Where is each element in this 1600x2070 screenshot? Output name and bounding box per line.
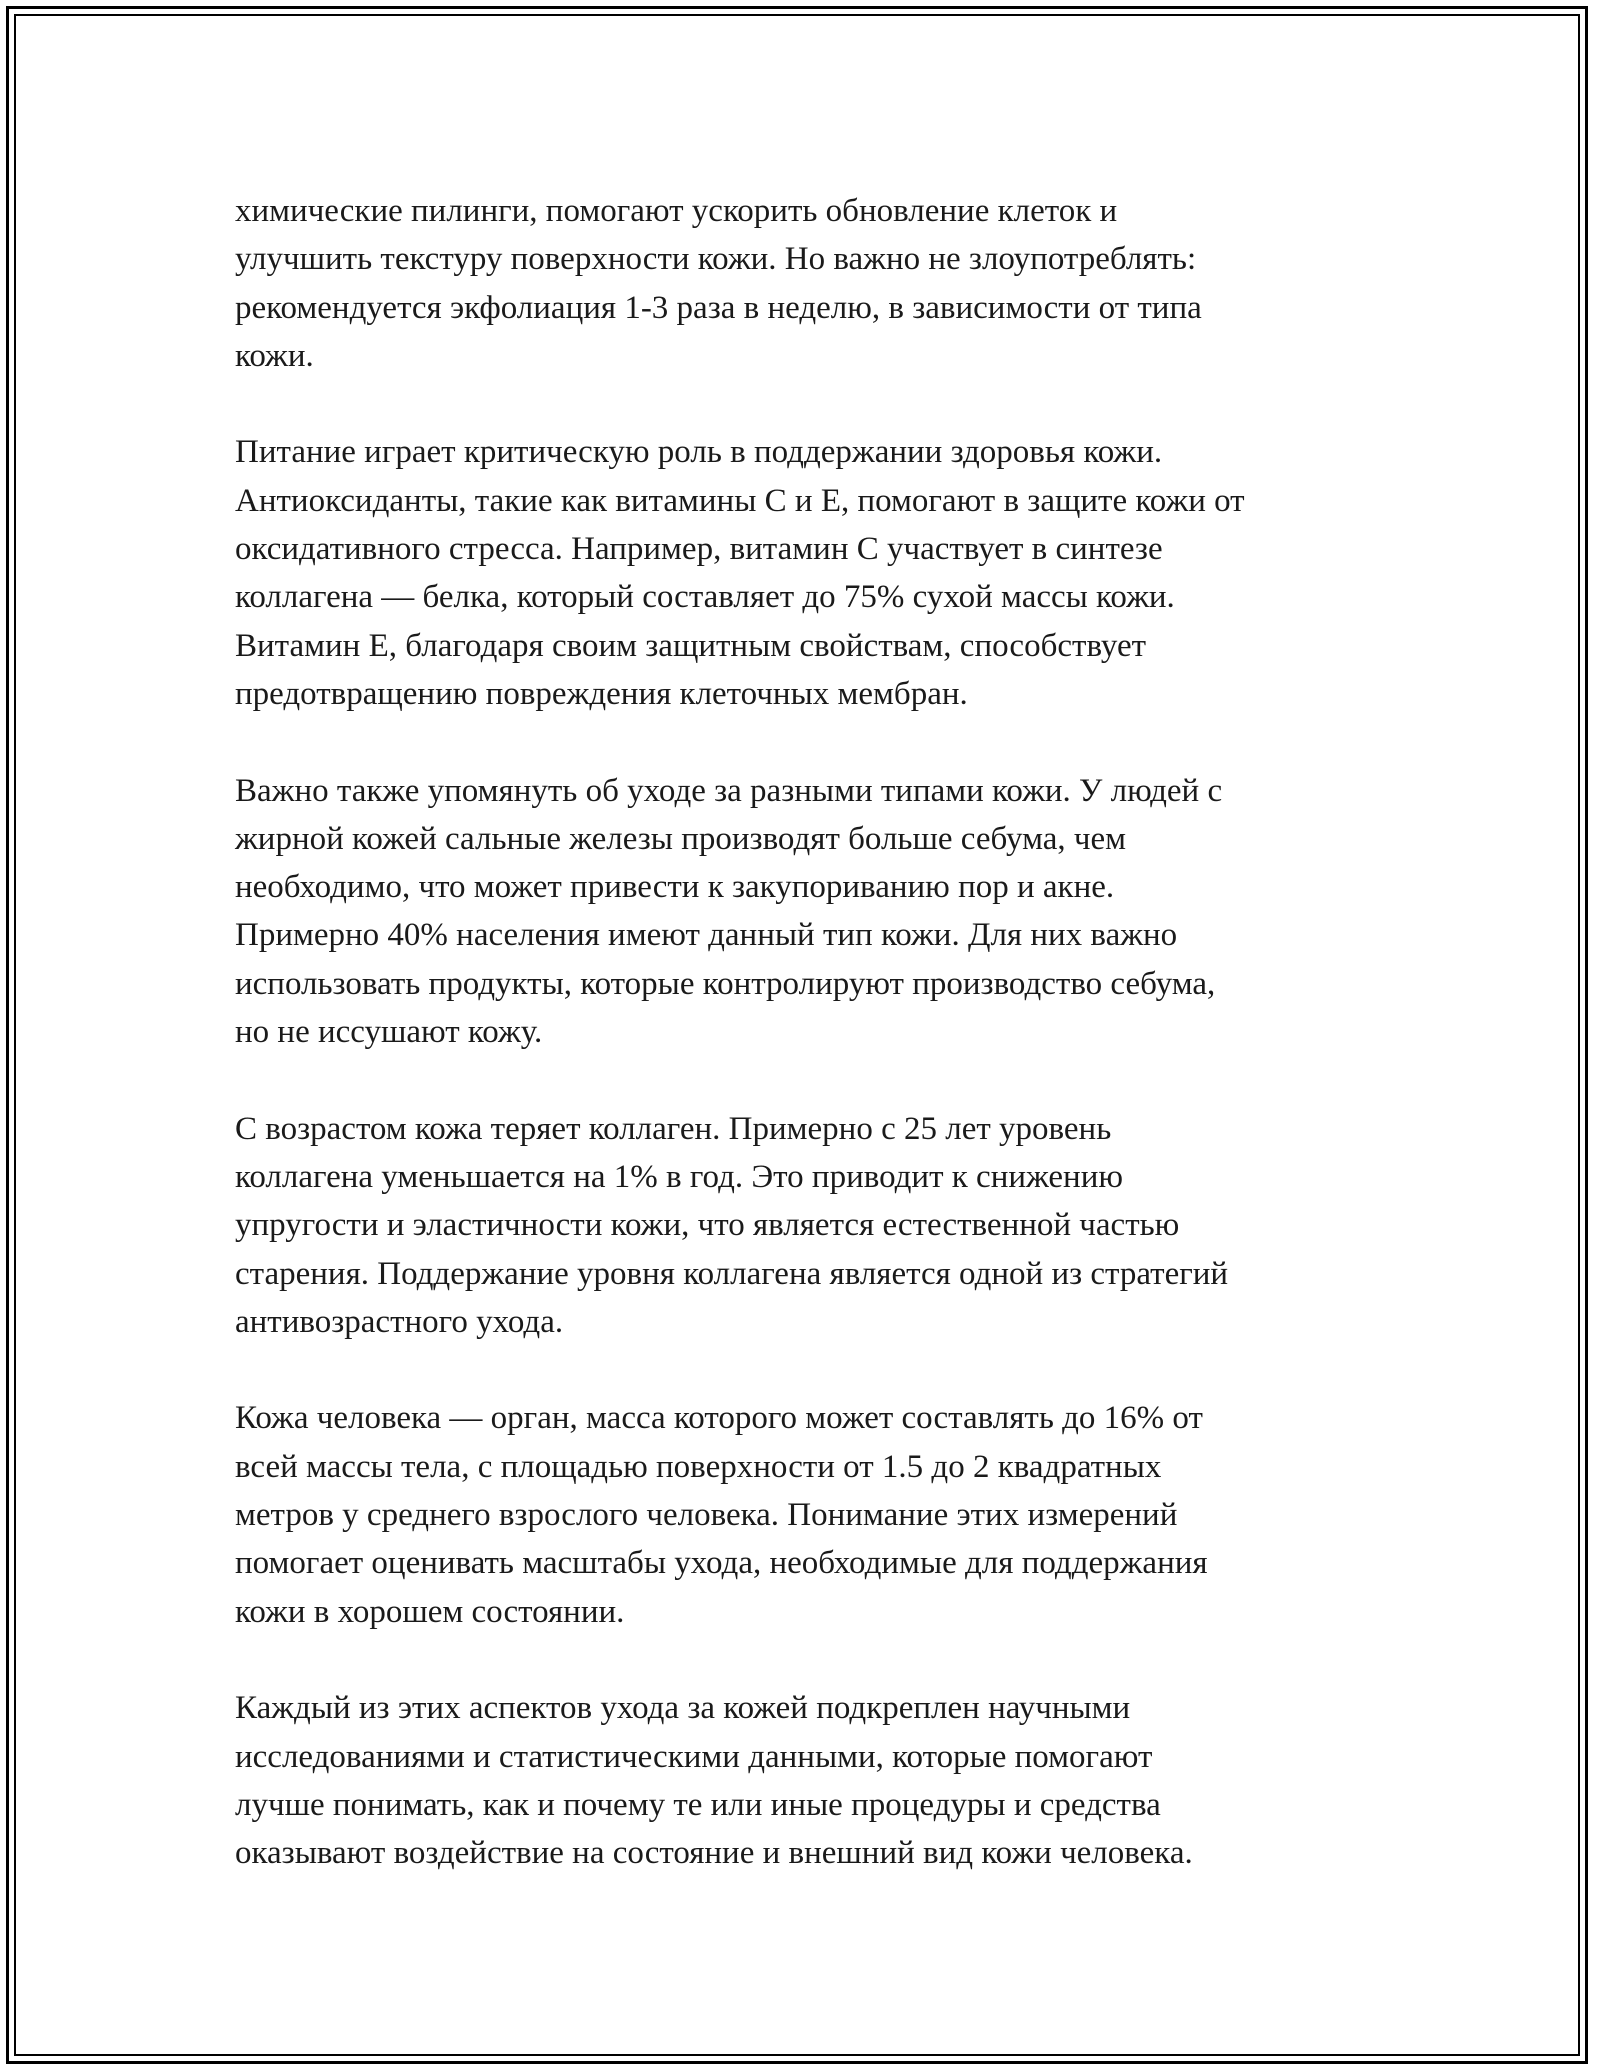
paragraph-conclusion: Каждый из этих аспектов ухода за кожей подкреплен научными исследованиями и статистическими данными, которые помогают лучше понимать, как и почему те или иные процедуры и средства оказывают воздействие на состояние и внешний вид кожи человека. — [235, 1690, 1193, 1872]
paragraph-nutrition: Питание играет критическую роль в поддержании здоровья кожи. Антиоксиданты, такие как витамины C и E, помогают в защите кожи от оксидативного стресса. Например, витамин C участвует в синтезе коллагена — белка, который составляет до 75% сухой массы кожи. Витамин E, благодаря своим защитным свойствам, способствует предотвращению повреждения клеточных мембран. — [235, 434, 1245, 712]
paragraph-skin-types: Важно также упомянуть об уходе за разными типами кожи. У людей с жирной кожей сальные железы производят больше себума, чем необходимо, что может привести к закупориванию пор и акне. Примерно 40% населения имеют данный тип кожи. Для них важно использовать продукты, которые контролируют производство себума, но не иссушают кожу. — [235, 772, 1223, 1051]
paragraph-skin-organ: Кожа человека — орган, масса которого может составлять до 16% от всей массы тела, с площадью поверхности от 1.5 до 2 квадратных метров у среднего взрослого человека. Понимание этих измерений помогает оценивать масштабы ухода, необходимые для поддержания кожи в хорошем состоянии. — [235, 1400, 1208, 1630]
document-body — [235, 187, 1375, 1926]
paragraph-exfoliation: химические пилинги, помогают ускорить обновление клеток и улучшить текстуру поверхности кожи. Но важно не злоупотреблять: рекомендуется экфолиация 1-3 раза в неделю, в зависимости от типа кожи. — [235, 193, 1202, 374]
paragraph-collagen-aging: С возрастом кожа теряет коллаген. Примерно с 25 лет уровень коллагена уменьшается на 1% в год. Это приводит к снижению упругости и эластичности кожи, что является естественной частью старения. Поддержание уровня коллагена является одной из стратегий антивозрастного ухода. — [235, 1110, 1229, 1340]
